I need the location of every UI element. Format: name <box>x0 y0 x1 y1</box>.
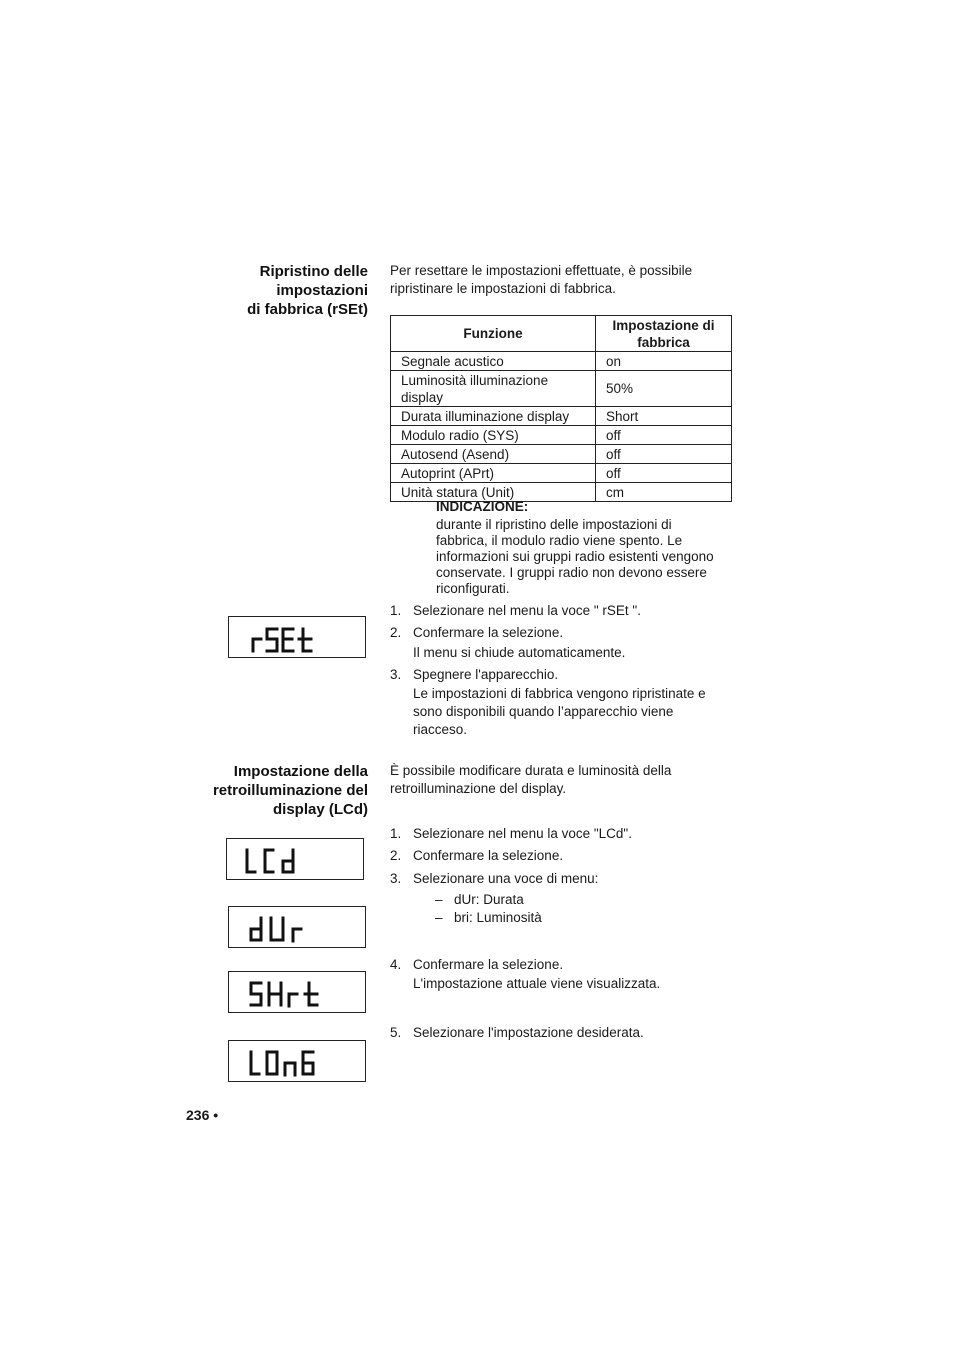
step-subtext: riacceso. <box>413 722 468 737</box>
step-number: 2. <box>390 625 402 640</box>
note-line: fabbrica, il modulo radio viene spento. Le <box>436 533 683 548</box>
intro-line: retroilluminazione del display. <box>390 781 567 796</box>
table-header-default: Impostazione di fabbrica <box>596 316 732 352</box>
step-number: 5. <box>390 1025 402 1040</box>
page-number: 236 • <box>186 1107 219 1123</box>
table-cell-function: Luminosità illuminazione display <box>391 371 596 407</box>
intro-line: Per resettare le impostazioni effettuate, è possibile <box>390 263 693 278</box>
dash-bullet: – <box>435 910 443 925</box>
step-number: 2. <box>390 848 402 863</box>
note-line: riconfigurati. <box>436 581 510 596</box>
step-text: Confermare la selezione. <box>413 957 564 972</box>
step-text: Selezionare nel menu la voce " rSEt ". <box>413 603 641 618</box>
reset-intro <box>390 262 692 298</box>
table-row <box>391 352 732 371</box>
menu-item-label: bri: Luminosità <box>454 910 542 925</box>
table-header-row <box>391 316 732 352</box>
intro-line: ripristinare le impostazioni di fabbrica. <box>390 281 616 296</box>
step-number: 3. <box>390 667 402 682</box>
step-subtext: Il menu si chiude automaticamente. <box>413 645 626 660</box>
section-heading-lcd <box>213 762 368 819</box>
table-cell-function: Modulo radio (SYS) <box>391 426 596 445</box>
note-line: durante il ripristino delle impostazioni di <box>436 517 672 532</box>
step-text: Confermare la selezione. <box>413 625 564 640</box>
table-cell-function: Durata illuminazione display <box>391 407 596 426</box>
lcd-display-lcd <box>226 838 364 880</box>
step-text: Confermare la selezione. <box>413 848 564 863</box>
intro-line: È possibile modificare durata e luminosità della <box>390 763 672 778</box>
heading-line: Impostazione della <box>233 763 368 780</box>
note-line: conservate. I gruppi radio non devono essere <box>436 565 707 580</box>
step-subtext: L'impostazione attuale viene visualizzata. <box>413 976 661 991</box>
table-cell-function: Autosend (Asend) <box>391 445 596 464</box>
step-text: Spegnere l'apparecchio. <box>413 667 559 682</box>
table-cell-value: off <box>596 464 732 483</box>
step-subtext: Le impostazioni di fabbrica vengono ripristinate e <box>413 686 706 701</box>
table-row <box>391 464 732 483</box>
table-cell-value: off <box>596 445 732 464</box>
table-cell-function: Autoprint (APrt) <box>391 464 596 483</box>
table-cell-value: off <box>596 426 732 445</box>
note-title: INDICAZIONE: <box>436 499 529 514</box>
table-cell-value: on <box>596 352 732 371</box>
step-number: 1. <box>390 603 402 618</box>
heading-line: display (LCd) <box>272 801 368 818</box>
step-number: 1. <box>390 826 402 841</box>
lcd-display-dur <box>228 906 366 948</box>
table-row <box>391 445 732 464</box>
table-cell-value: cm <box>596 483 732 502</box>
lcd-display-rset <box>228 616 366 658</box>
menu-item-label: dUr: Durata <box>454 892 524 907</box>
step-text: Selezionare nel menu la voce "LCd". <box>413 826 632 841</box>
table-cell-function: Segnale acustico <box>391 352 596 371</box>
lcd-display-shrt <box>228 971 366 1013</box>
section-heading-reset <box>247 262 368 319</box>
table-row <box>391 407 732 426</box>
note-line: informazioni sui gruppi radio esistenti vengono <box>436 549 714 564</box>
heading-line: Ripristino delle <box>259 263 368 280</box>
dash-bullet: – <box>435 892 443 907</box>
heading-line: impostazioni <box>276 282 368 299</box>
table-row <box>391 371 732 407</box>
step-text: Selezionare l'impostazione desiderata. <box>413 1025 644 1040</box>
table-cell-value: 50% <box>596 371 732 407</box>
table-cell-function: Unità statura (Unit) <box>391 483 596 502</box>
table-row <box>391 426 732 445</box>
lcd-intro <box>390 762 671 798</box>
step-subtext: sono disponibili quando l’apparecchio viene <box>413 704 674 719</box>
lcd-display-long <box>228 1040 366 1082</box>
step-number: 4. <box>390 957 402 972</box>
step-number: 3. <box>390 871 402 886</box>
table-cell-value: Short <box>596 407 732 426</box>
heading-line: retroilluminazione del <box>212 782 368 799</box>
table-header-function: Funzione <box>391 316 596 352</box>
note-body <box>436 517 714 597</box>
factory-settings-table <box>390 315 732 502</box>
heading-line: di fabbrica (rSEt) <box>247 301 368 318</box>
step-text: Selezionare una voce di menu: <box>413 871 599 886</box>
